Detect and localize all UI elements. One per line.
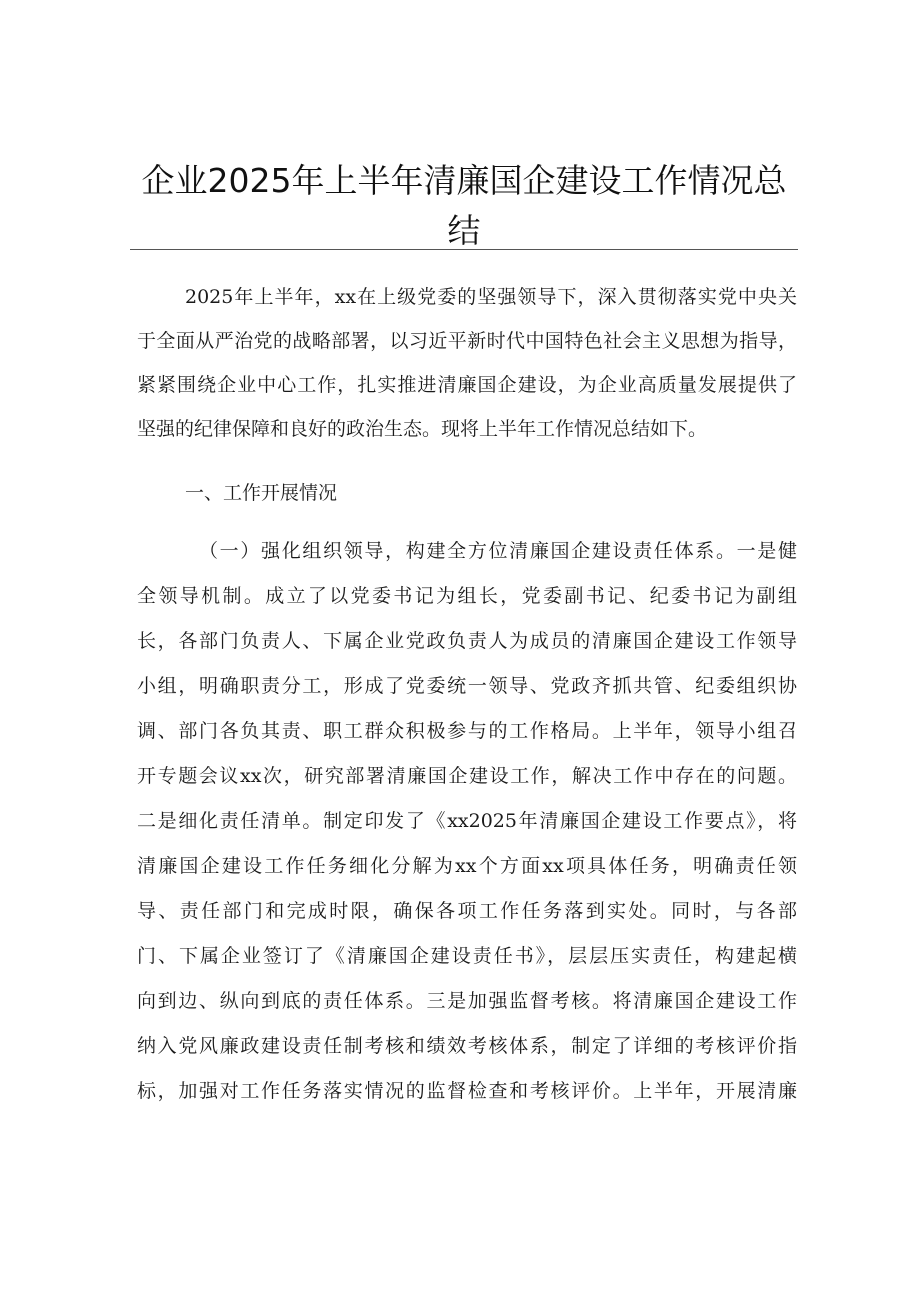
section-heading: 一、工作开展情况 — [185, 482, 338, 504]
subsection-line: 小组，明确职责分工，形成了党委统一领导、党政齐抓共管、纪委组织协 — [137, 675, 797, 697]
subsection-line: 门、下属企业签订了《清廉国企建设责任书》，层层压实责任，构建起横 — [137, 945, 797, 967]
subsection-line: 长，各部门负责人、下属企业党政负责人为成员的清廉国企建设工作领导 — [137, 630, 797, 652]
subsection-line: 开专题会议xx次，研究部署清廉国企建设工作，解决工作中存在的问题。 — [137, 765, 797, 787]
subsection-line: 向到边、纵向到底的责任体系。三是加强监督考核。将清廉国企建设工作 — [137, 990, 797, 1012]
subsection-line: 调、部门各负其责、职工群众积极参与的工作格局。上半年，领导小组召 — [137, 720, 797, 742]
title-divider — [130, 249, 798, 250]
subsection-line: （一）强化组织领导，构建全方位清廉国企建设责任体系。一是健 — [199, 540, 797, 562]
subsection-line: 纳入党风廉政建设责任制考核和绩效考核体系，制定了详细的考核评价指 — [137, 1035, 797, 1057]
intro-line: 2025年上半年，xx在上级党委的坚强领导下，深入贯彻落实党中央关 — [185, 286, 797, 308]
intro-line: 坚强的纪律保障和良好的政治生态。现将上半年工作情况总结如下。 — [137, 418, 708, 440]
subsection-line: 二是细化责任清单。制定印发了《xx2025年清廉国企建设工作要点》，将 — [137, 810, 797, 832]
subsection-line: 清廉国企建设工作任务细化分解为xx个方面xx项具体任务，明确责任领 — [137, 855, 797, 877]
subsection-line: 导、责任部门和完成时限，确保各项工作任务落到实处。同时，与各部 — [137, 900, 797, 922]
document-title-line-1: 企业2025年上半年清廉国企建设工作情况总 — [141, 161, 787, 200]
intro-line: 紧紧围绕企业中心工作，扎实推进清廉国企建设，为企业高质量发展提供了 — [137, 374, 797, 396]
document-title-line-2: 结 — [447, 211, 481, 250]
subsection-line: 全领导机制。成立了以党委书记为组长，党委副书记、纪委书记为副组 — [137, 585, 797, 607]
intro-line: 于全面从严治党的战略部署，以习近平新时代中国特色社会主义思想为指导， — [137, 330, 797, 352]
subsection-line: 标，加强对工作任务落实情况的监督检查和考核评价。上半年，开展清廉 — [137, 1080, 797, 1102]
